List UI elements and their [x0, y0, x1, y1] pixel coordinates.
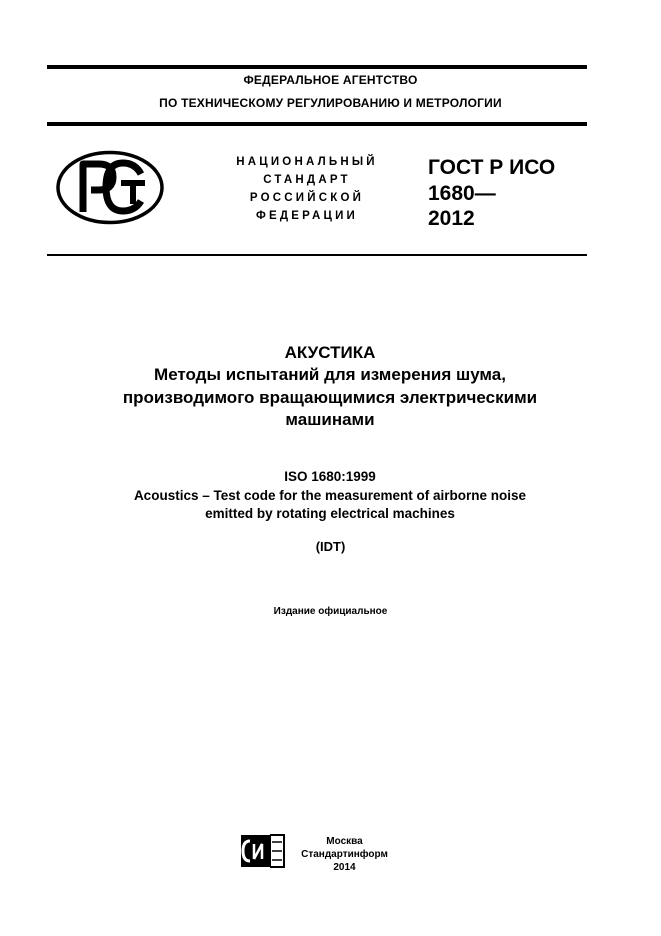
- agency-name-line1: ФЕДЕРАЛЬНОЕ АГЕНТСТВО: [243, 73, 418, 87]
- title-sub-line2: производимого вращающимися электрическими: [122, 388, 538, 407]
- edition-note: Издание официальное: [273, 606, 388, 617]
- designation-rule: [47, 254, 587, 256]
- national-line3: РОССИЙСКОЙ: [249, 192, 365, 204]
- standard-designation-line2: 1680—: [428, 182, 496, 205]
- iso-title-line2: emitted by rotating electrical machines: [205, 506, 455, 521]
- standartinform-logo-icon: [240, 832, 288, 870]
- gost-r-emblem-icon: [55, 150, 165, 225]
- top-rule: [47, 65, 587, 69]
- national-line2: СТАНДАРТ: [263, 174, 351, 186]
- standard-designation-line1: ГОСТ Р ИСО: [428, 156, 556, 179]
- publisher-year: 2014: [333, 862, 356, 873]
- iso-reference: ISO 1680:1999: [284, 469, 376, 484]
- identity-marker: (IDT): [315, 539, 346, 554]
- national-line4: ФЕДЕРАЦИИ: [255, 210, 359, 222]
- national-line1: НАЦИОНАЛЬНЫЙ: [236, 156, 378, 168]
- title-sub-line3: машинами: [285, 410, 375, 429]
- standard-designation-line3: 2012: [428, 207, 475, 230]
- title-main: АКУСТИКА: [284, 343, 376, 362]
- title-sub-line1: Методы испытаний для измерения шума,: [154, 365, 506, 384]
- publisher-name: Стандартинформ: [301, 849, 388, 860]
- publisher-city: Москва: [326, 836, 363, 847]
- header-rule: [47, 122, 587, 126]
- iso-title-line1: Acoustics – Test code for the measurement of airborne noise: [133, 488, 527, 503]
- agency-name-line2: ПО ТЕХНИЧЕСКОМУ РЕГУЛИРОВАНИЮ И МЕТРОЛОГИИ: [159, 96, 502, 110]
